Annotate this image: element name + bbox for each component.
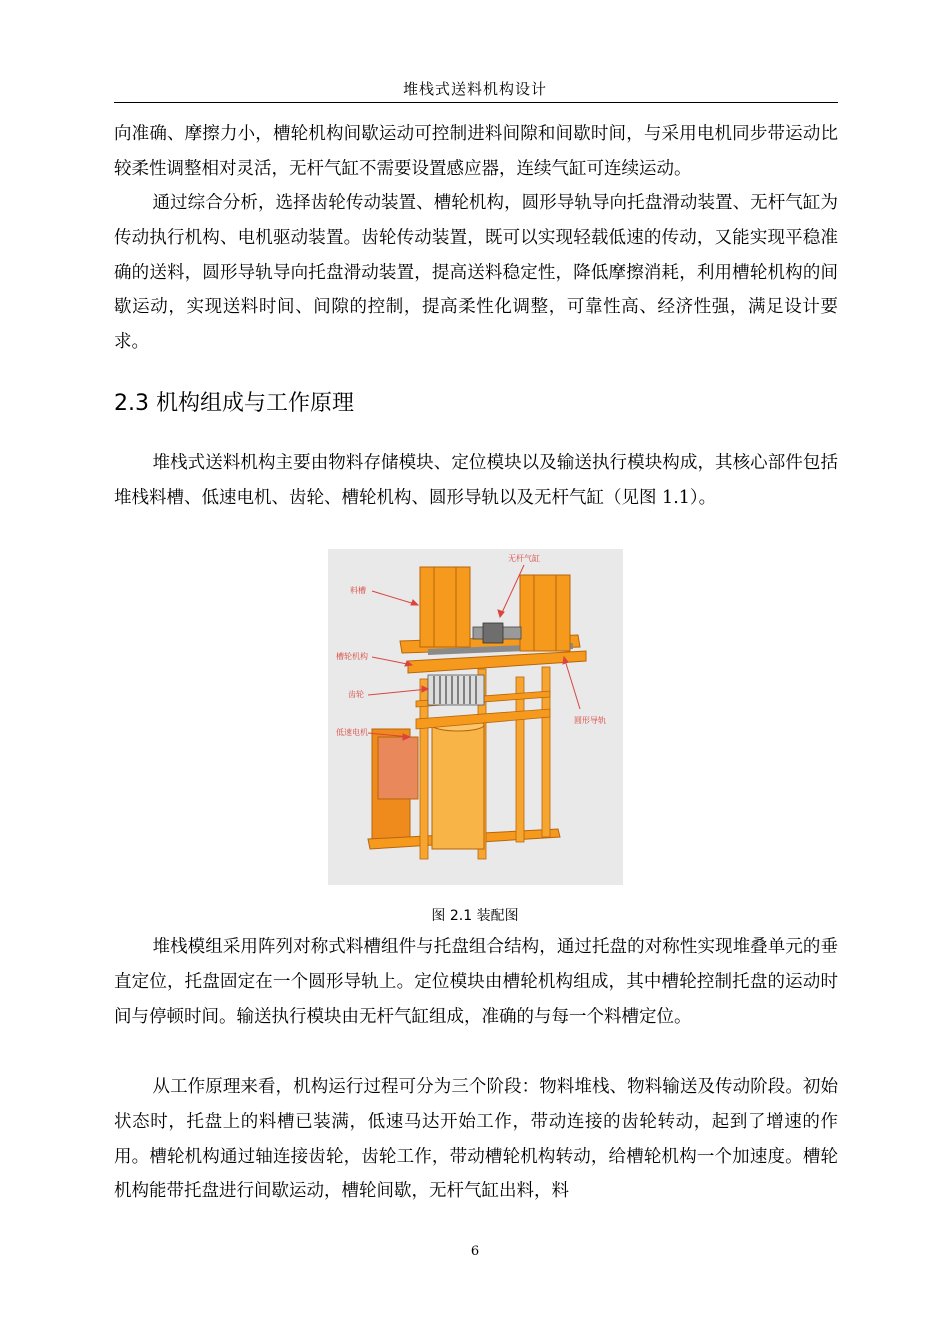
label-geneva: 槽轮机构 [336,652,368,661]
header-divider [114,102,838,103]
paragraph-continued: 向准确、摩擦力小，槽轮机构间歇运动可控制进料间隙和间歇时间，与采用电机同步带运动比较柔性调整相对灵活，无杆气缸不需要设置感应器，连续气缸可连续运动。 [114,124,838,179]
paragraph-stack-module: 堆栈模组采用阵列对称式料槽组件与托盘组合结构，通过托盘的对称性实现堆叠单元的垂直定位，托盘固定在一个圆形导轨上。定位模块由槽轮机构组成，其中槽轮控制托盘的运动时间与停顿时间。输送执行模块由无杆气缸组成，准确的与每一个料槽定位。 [114,937,838,1027]
cylinder-slider [483,623,503,643]
label-gear: 齿轮 [348,690,364,699]
column [516,677,524,842]
figure-caption: 图 2.1 装配图 [431,908,519,924]
paragraph-composition: 堆栈式送料机构主要由物料存储模块、定位模块以及输送执行模块构成，其核心部件包括堆栈料槽、低速电机、齿轮、槽轮机构、圆形导轨以及无杆气缸（见图 1.1）。 [114,453,838,508]
paragraph-working-principle: 从工作原理来看，机构运行过程可分为三个阶段：物料堆栈、物料输送及传动阶段。初始状态时，托盘上的料槽已装满，低速马达开始工作，带动连接的齿轮转动，起到了增速的作用。槽轮机构通过轴连接齿轮，齿轮工作，带动槽轮机构转动，给槽轮机构一个加速度。槽轮机构能带托盘进行间歇运动，槽轮间歇，无杆气缸出料，料 [114,1077,838,1202]
assembly-drawing [328,549,623,885]
low-speed-motor [432,725,484,849]
label-guide-rail: 圆形导轨 [574,716,606,725]
paragraph-analysis: 通过综合分析，选择齿轮传动装置、槽轮机构，圆形导轨导向托盘滑动装置、无杆气缸为传动执行机构、电机驱动装置。齿轮传动装置，既可以实现轻载低速的传动，又能实现平稳准确的送料，圆形导轨导向托盘滑动装置，提高送料稳定性，降低摩擦消耗，利用槽轮机构的间歇运动，实现送料时间、间隙的控制，提高柔性化调整，可靠性高、经济性强，满足设计要求。 [114,193,838,353]
label-motor: 低速电机 [336,728,368,737]
hopper-left [420,567,470,647]
page-number: 6 [470,1244,480,1259]
section-heading: 2.3 机构组成与工作原理 [114,391,354,416]
label-rodless-cylinder: 无杆气缸 [508,554,540,563]
motor-cover [378,737,418,799]
hopper-right [520,575,570,651]
running-header: 堆栈式送料机构设计 [402,80,547,98]
label-hopper: 料槽 [350,586,366,595]
assembly-figure [328,549,623,885]
